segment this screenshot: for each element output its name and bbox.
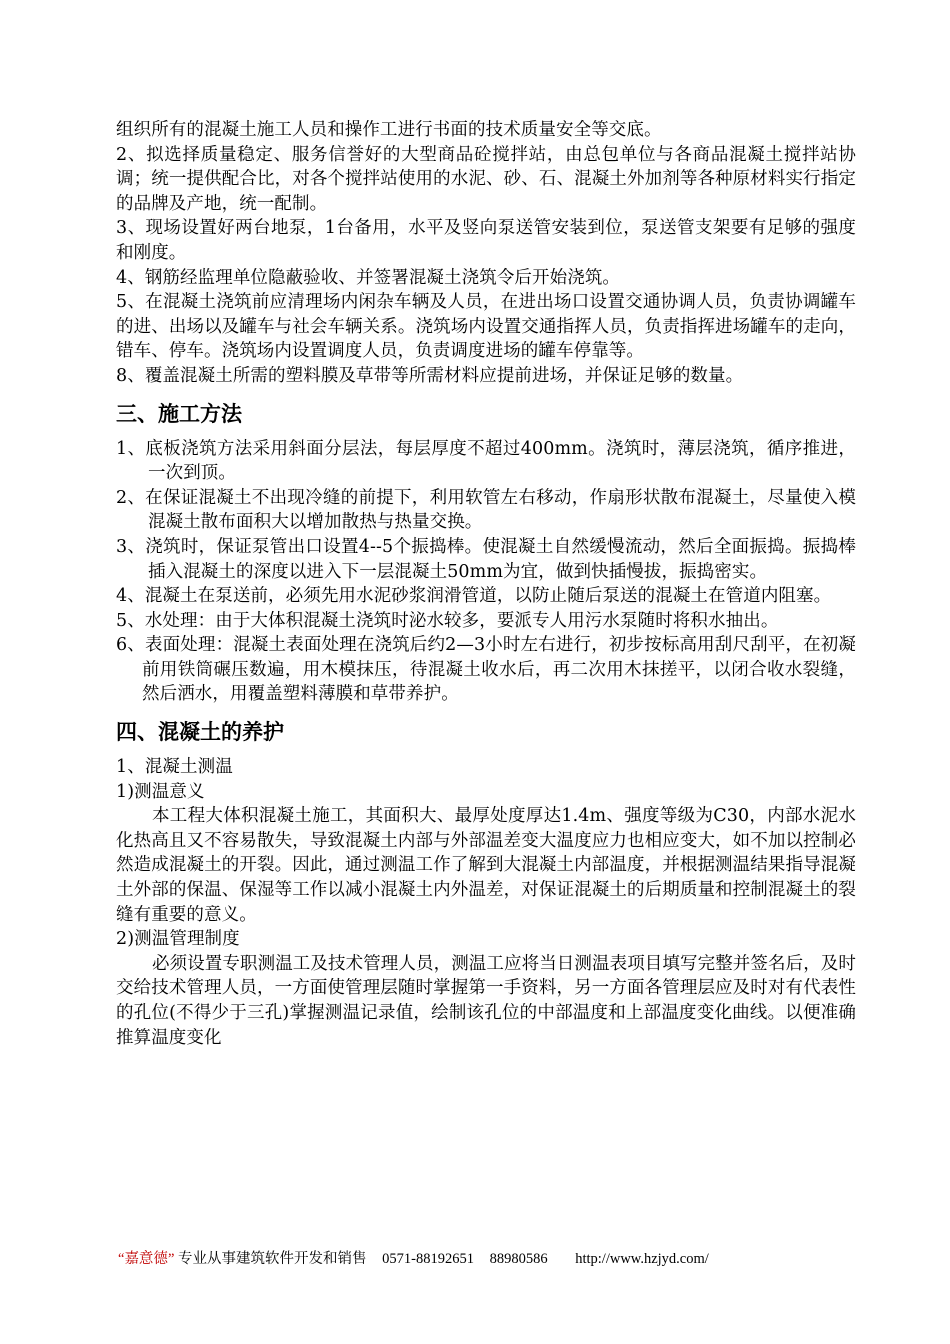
paragraph: 5、在混凝土浇筑前应清理场内闲杂车辆及人员，在进出场口设置交通协调人员，负责协调罐车的进、出场以及罐车与社会车辆关系。浇筑场内设置交通指挥人员，负责指挥进场罐车的走向，错车、停车。浇筑场内设置调度人员，负责调度进场的罐车停靠等。	[116, 292, 856, 362]
paragraph: 组织所有的混凝土施工人员和操作工进行书面的技术质量安全等交底。	[116, 120, 662, 140]
footer-phone-1: 0571-88192651	[382, 1251, 474, 1267]
paragraph: 2、拟选择质量稳定、服务信誉好的大型商品砼搅拌站，由总包单位与各商品混凝土搅拌站协调；统一提供配合比，对各个搅拌站使用的水泥、砂、石、混凝土外加剂等各种原材料实行指定的品牌及产地，统一配制。	[116, 144, 856, 214]
section-heading-3: 三、施工方法	[116, 401, 242, 426]
footer-brand: 嘉意德	[124, 1251, 168, 1267]
method-item: 4、混凝土在泵送前，必须先用水泥砂浆润滑管道，以防止随后泵送的混凝土在管道内阻塞。	[116, 586, 832, 607]
curing-subtitle: 2)测温管理制度	[116, 929, 240, 950]
curing-subtitle: 1)测温意义	[116, 781, 205, 802]
footer-slogan: 专业从事建筑软件开发和销售	[178, 1251, 367, 1267]
method-item: 2、在保证混凝土不出现冷缝的前提下，利用软管左右移动，作扇形状散布混凝土，尽量使入模混凝土散布面积大以增加散热与热量交换。	[116, 487, 856, 533]
footer-phone-2: 88980586	[489, 1251, 548, 1267]
document-body	[116, 118, 856, 1050]
footer-url[interactable]: http://www.hzjyd.com/	[575, 1251, 709, 1267]
footer-quote-open: “	[118, 1251, 125, 1267]
curing-paragraph: 本工程大体积混凝土施工，其面积大、最厚处度厚达1.4m、强度等级为C30，内部水泥水化热高且又不容易散失，导致混凝土内部与外部温差变大温度应力也相应变大，如不加以控制必然造成混凝土的开裂。因此，通过测温工作了解到大混凝土内部温度，并根据测温结果指导混凝土外部的保温、保湿等工作以减小混凝土内外温差，对保证混凝土的后期质量和控制混凝土的裂缝有重要的意义。	[116, 806, 856, 925]
method-item: 5、水处理：由于大体积混凝土浇筑时泌水较多，要派专人用污水泵随时将积水抽出。	[116, 610, 779, 631]
paragraph: 4、钢筋经监理单位隐蔽验收、并签署混凝土浇筑令后开始浇筑。	[116, 267, 621, 288]
paragraph: 3、现场设置好两台地泵，1台备用，水平及竖向泵送管安装到位，泵送管支架要有足够的强度和刚度。	[116, 218, 856, 263]
curing-paragraph: 必须设置专职测温工及技术管理人员，测温工应将当日测温表项目填写完整并签名后，及时交给技术管理人员，一方面使管理层随时掌握第一手资料，另一方面各管理层应及时对有代表性的孔位(不得少于三孔)掌握测温记录值，绘制该孔位的中部温度和上部温度变化曲线。以便准确推算温度变化	[116, 953, 856, 1048]
section-heading-4: 四、混凝土的养护	[116, 720, 284, 745]
curing-item-title: 1、混凝土测温	[116, 757, 233, 778]
method-item: 6、表面处理：混凝土表面处理在浇筑后约2—3小时左右进行，初步按标高用刮尺刮平，在初凝前用铁筒碾压数遍，用木模抹压，待混凝土收水后，再二次用木抹搓平，以闭合收水裂缝，然后洒水，用覆盖塑料薄膜和草带养护。	[116, 635, 856, 705]
paragraph: 8、覆盖混凝土所需的塑料膜及草带等所需材料应提前进场，并保证足够的数量。	[116, 365, 744, 386]
method-item: 1、底板浇筑方法采用斜面分层法，每层厚度不超过400mm。浇筑时，薄层浇筑，循序推进，一次到顶。	[116, 438, 856, 484]
footer-quote-close: ”	[167, 1251, 175, 1267]
page-footer	[118, 1247, 878, 1268]
method-item: 3、浇筑时，保证泵管出口设置4--5个振捣棒。使混凝土自然缓慢流动，然后全面振捣。振捣棒插入混凝土的深度以进入下一层混凝土50mm为宜，做到快插慢拔，振捣密实。	[116, 536, 856, 582]
